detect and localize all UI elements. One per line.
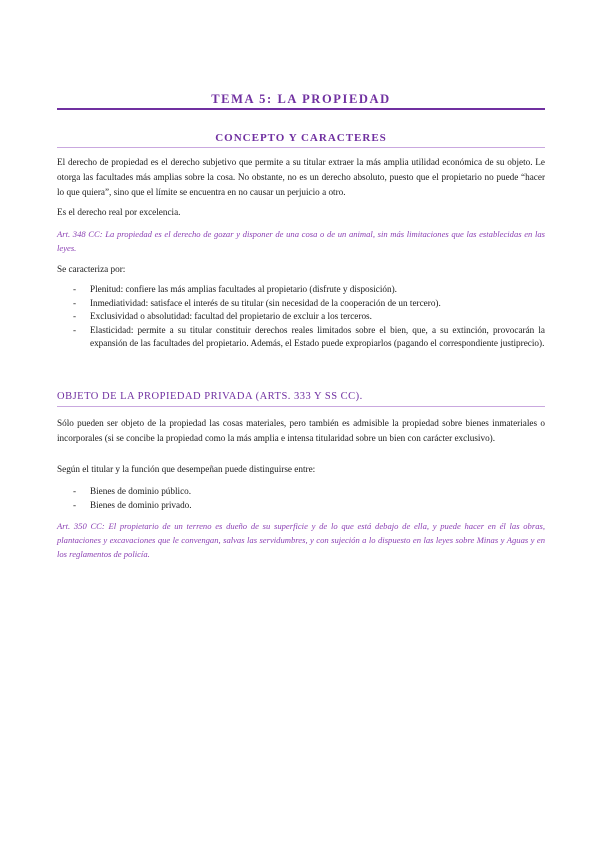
paragraph-objects: Sólo pueden ser objeto de la propiedad las cosas materiales, pero también es admisible la propiedad sobre bienes inmateriales o incorporales (si se concibe la propiedad como la más amplia e intensa titularidad sobre un bien con carácter exclusivo). <box>57 418 545 443</box>
page-title: TEMA 5: LA PROPIEDAD <box>211 92 391 106</box>
paragraph-distinction: Según el titular y la función que desempeñan puede distinguirse entre: <box>57 464 316 474</box>
section-divider <box>57 147 545 148</box>
quote-art-348: Art. 348 CC: La propiedad es el derecho de gozar y disponer de una cosa o de un animal, sin más limitaciones que las establecidas en las leyes. <box>57 229 545 253</box>
section-divider <box>57 406 545 407</box>
domain-list <box>57 485 545 512</box>
quote-art-350: Art. 350 CC: El propietario de un terreno es dueño de su superficie y de lo que está debajo de ella, y puede hacer en él las obras, plantaciones y excavaciones que le convengan, salvas las servidumbres, y con sujeción a lo dispuesto en las leyes sobre Minas y Aguas y en los reglamentos de policía. <box>57 521 545 559</box>
paragraph-excellence: Es el derecho real por excelencia. <box>57 207 181 217</box>
characteristics-list <box>57 283 545 351</box>
list-item: - Plenitud: confiere las más amplias facultades al propietario (disfrute y disposición). <box>73 284 397 294</box>
list-item: - Bienes de dominio público. <box>73 486 192 496</box>
section-heading-concepto: CONCEPTO Y CARACTERES <box>215 132 387 144</box>
section-heading-objeto: OBJETO DE LA PROPIEDAD PRIVADA (ARTS. 333 Y SS CC). <box>57 391 363 402</box>
paragraph-characteristics-intro: Se caracteriza por: <box>57 264 126 274</box>
paragraph-definition: El derecho de propiedad es el derecho subjetivo que permite a su titular extraer la más amplia utilidad económica de su objeto. Le otorga las facultades más amplias sobre la cosa. No obstante, no es un derecho absoluto, puesto que el propietario no puede “hacer lo que quiera”, sino que el límite se encuentra en no causar un perjuicio a otro. <box>57 157 545 197</box>
list-item: - Inmediatividad: satisface el interés de su titular (sin necesidad de la cooperación de un tercero). <box>73 297 441 308</box>
list-item: - Exclusividad o absolutidad: facultad del propietario de excluir a los terceros. <box>73 311 372 321</box>
list-item: - Bienes de dominio privado. <box>73 499 192 510</box>
title-divider <box>57 108 545 110</box>
list-item: - Elasticidad: permite a su titular constituir derechos reales limitados sobre el bien, que, a su extinción, provocarán la expansión de las facultades del propietario. Además, el Estado puede expropiarlos (pagando el correspondiente justiprecio). <box>73 324 545 348</box>
